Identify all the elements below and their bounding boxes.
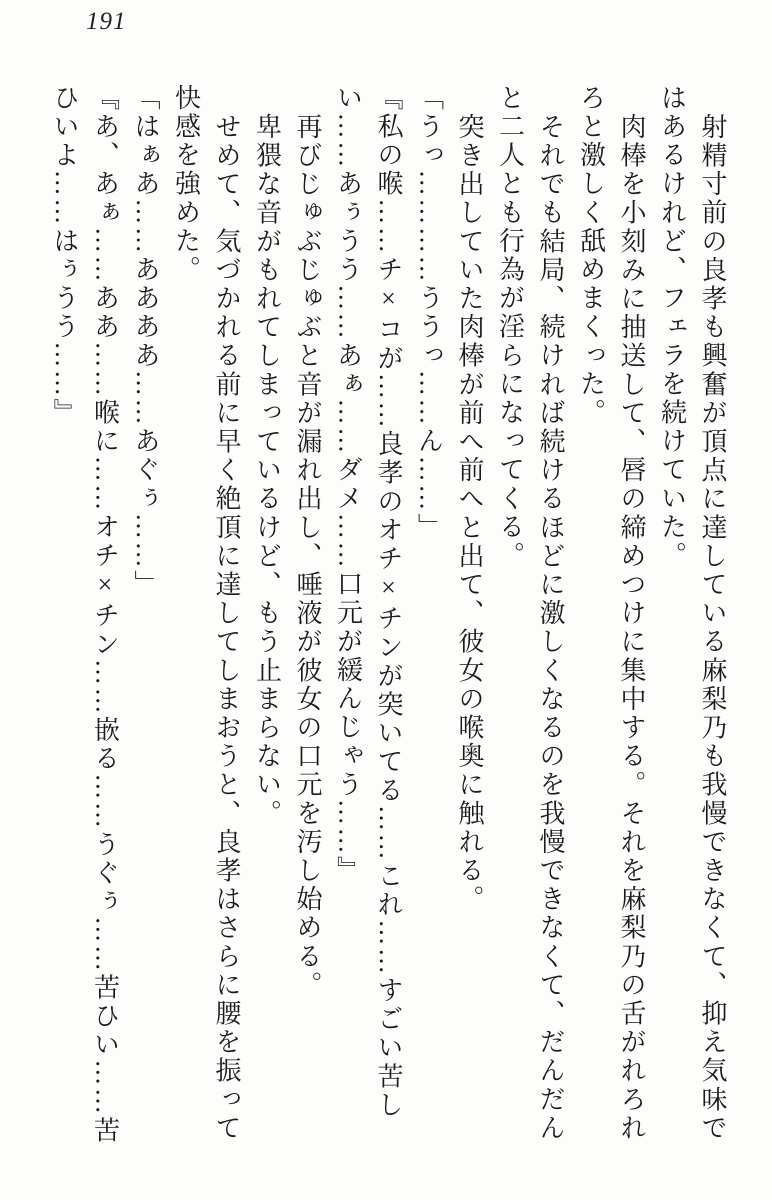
paragraph: それでも結局、続ければ続けるほどに激しくなるのを我慢できなくて、だんだんと二人とも行為が淫らになってくる。: [495, 84, 565, 1143]
paragraph: 再びじゅぶじゅぶと音が漏れ出し、唾液が彼女の口元を汚し始める。: [293, 113, 322, 1000]
dialogue-paragraph: 「はぁあ……ああああ……あぐぅ……」: [131, 84, 160, 599]
dialogue-paragraph: 『あ、あぁ……ああ……喉に……オチ×チン……嵌る……うぐぅ……苦ひい……苦ひいよ……はぅうう……』: [50, 84, 120, 1146]
paragraph: 肉棒を小刻みに抽送して、唇の締めつけに集中する。それを麻梨乃の舌がれろれろと激しく舐めまくった。: [576, 84, 646, 1143]
paragraph: 卑猥な音がもれてしまっているけど、もう止まらない。: [252, 113, 282, 828]
dialogue-paragraph: 『私の喉……チ×コが……良孝のオチ×チンが突いてる……これ……すごい苦しい……あぅうう……あぁ……ダメ……口元が緩んじゃう……』: [333, 84, 403, 1120]
paragraph: 突き出していた肉棒が前へ前へと出て、彼女の喉奥に触れる。: [455, 113, 484, 914]
page-number: 191: [86, 8, 127, 35]
paragraph: 射精寸前の良孝も興奮が頂点に達している麻梨乃も我慢できなくて、抑え気味ではあるけれど、フェラを続けていた。: [657, 84, 727, 1143]
paragraph: せめて、気づかれる前に早く絶頂に達してしまおうと、良孝はさらに腰を振って快感を強めた。: [171, 84, 241, 1143]
dialogue-paragraph: 「うっ…………ううっ……ん……」: [414, 84, 444, 542]
vertical-text-block: [44, 84, 733, 1168]
